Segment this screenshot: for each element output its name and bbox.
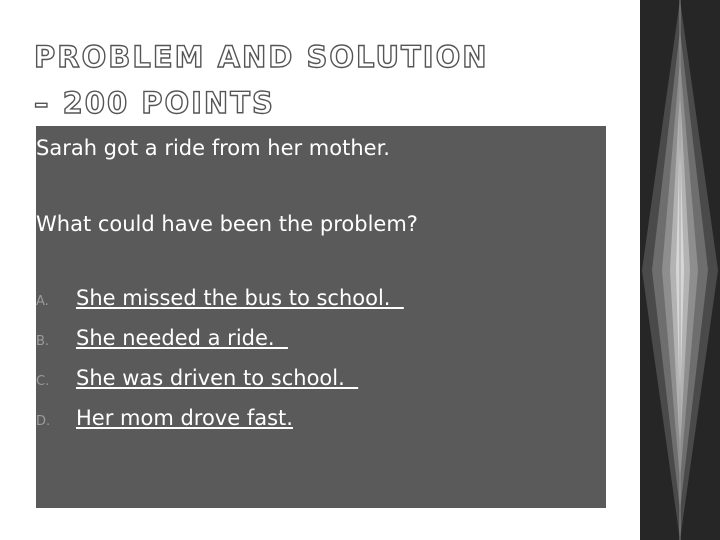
option-link-b[interactable]: She needed a ride. [76, 326, 288, 350]
option-marker-d: D. [36, 414, 51, 429]
option-link-d[interactable]: Her mom drove fast. [76, 406, 293, 430]
option-link-c[interactable]: She was driven to school. [76, 366, 359, 390]
option-marker-a: A. [36, 294, 49, 309]
slide-title-line-1: PROBLEM AND SOLUTION [34, 40, 489, 74]
content-box [36, 126, 606, 508]
slide-title [34, 34, 594, 126]
statement-text: Sarah got a ride from her mother. [36, 136, 390, 160]
diamond-pattern-icon [640, 0, 720, 540]
question-text: What could have been the problem? [36, 212, 418, 236]
slide-title-line-2: – 200 POINTS [34, 86, 275, 120]
option-link-a[interactable]: She missed the bus to school. [76, 286, 404, 310]
decorative-side-band [640, 0, 720, 540]
option-marker-c: C. [36, 374, 50, 389]
option-marker-b: B. [36, 334, 50, 349]
